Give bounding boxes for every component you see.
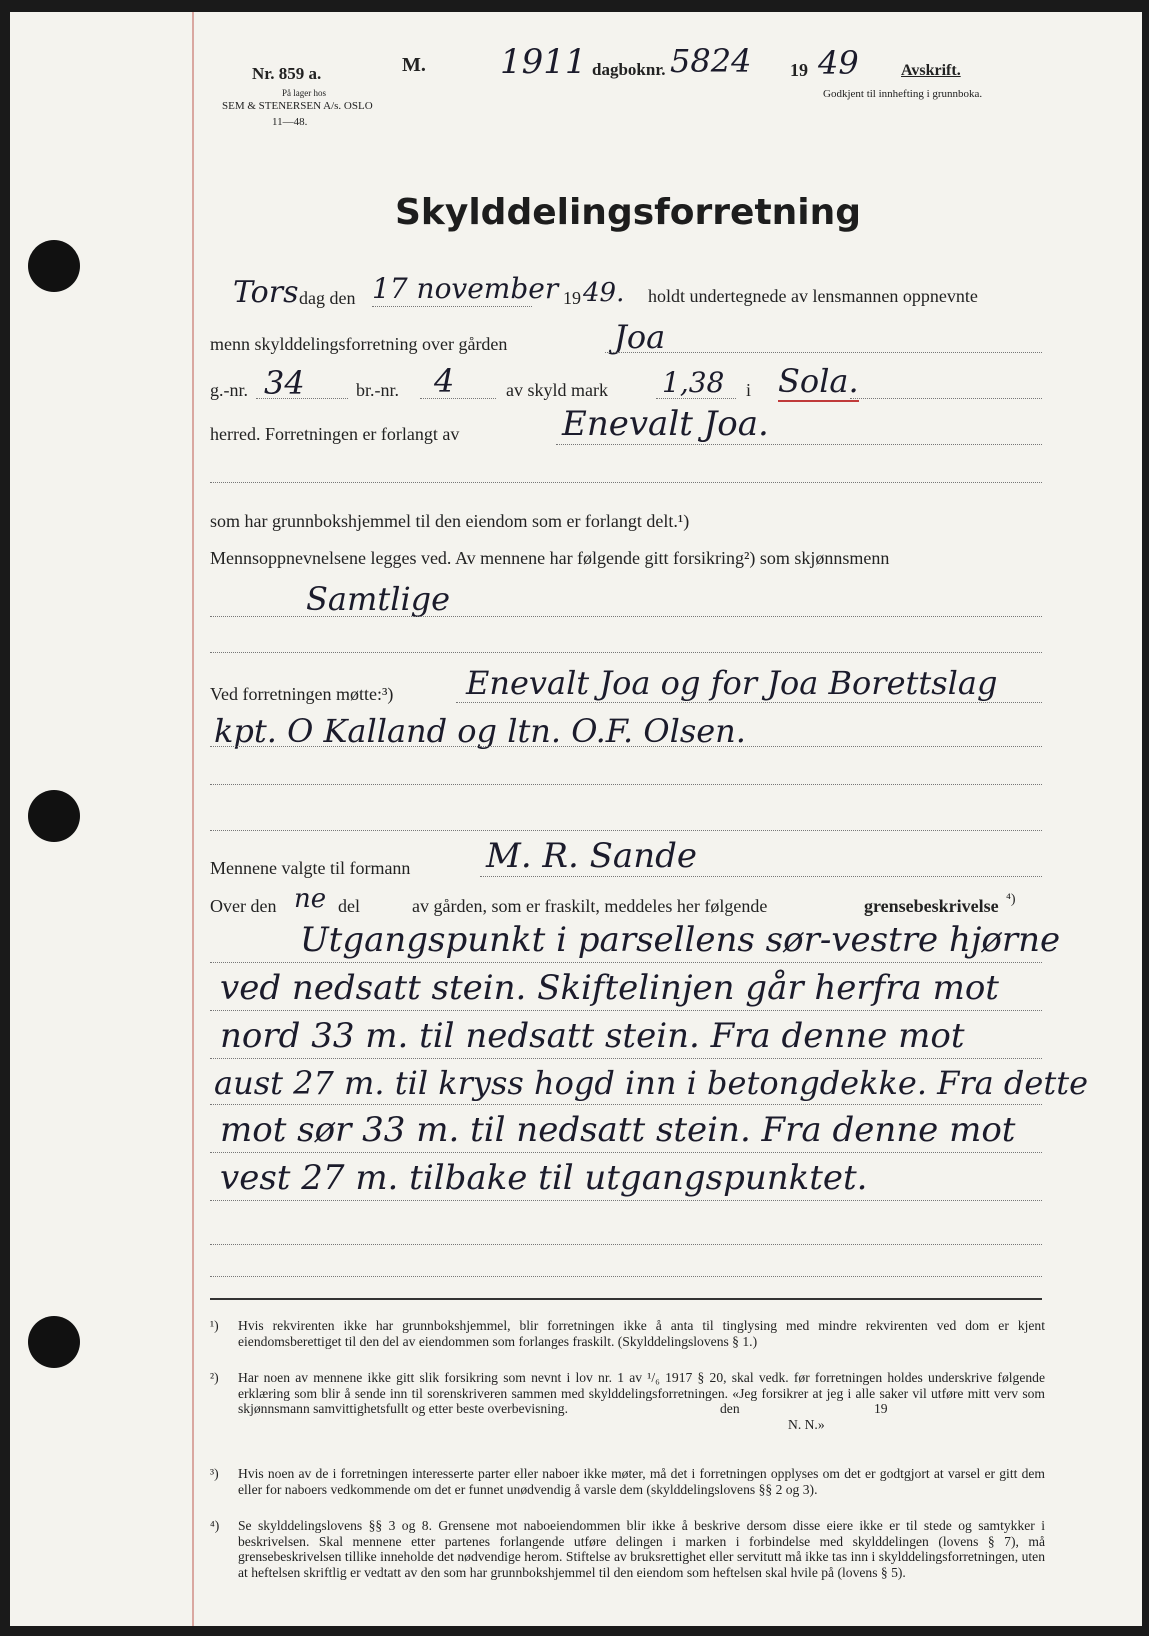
hjemmel-text: som har grunnbokshjemmel til den eiendom som er forlangt delt.¹) xyxy=(210,511,690,531)
entry-number: 1911 xyxy=(500,42,587,82)
year-prefix: 19 xyxy=(563,288,581,308)
blank-line xyxy=(210,482,1042,483)
footnote-text: Se skylddelingslovens §§ 3 og 8. Grensene mot naboeiendommen blir ikke å beskrive dersom disse eiere ikke er til stede og samtykker i beskrivelsen. Skal mennene etter partenes forlangende utføre delingen i marken i forbindelse med skylddelingen (lovens § 7), må grensebeskrivelsen tillike inneholde det nødvendige herom. Stiftelse av bruksrettighet eller servitutt må ikke tas inn i skylddelingsforretningen, uten at heftelsen skriftlig er vedtatt av den som har grunnbokshjemmel til den eiendom som heftelsen skal hvile på (lovens § 5). xyxy=(238,1518,1045,1580)
printer-line: SEM & STENERSEN A/s. OSLO xyxy=(222,100,373,112)
line2-text: menn skylddelingsforretning over gården xyxy=(210,334,508,354)
motte-hand: kpt. O Kalland og ltn. O.F. Olsen. xyxy=(214,712,746,750)
punch-hole xyxy=(28,1316,80,1368)
menn-text: Mennsoppnevnelsene legges ved. Av mennene har følgende gitt forsikring²) som skjønnsmenn xyxy=(210,548,890,568)
footnote-text: Hvis noen av de i forretningen interesserte parter eller naboer ikke møter, må det i forretningen opplyses om det er godtgjort at varsel er gitt dem eller for naboers vedkommende om det er funnet unødvendig å varsle dem (skylddelingslovens §§ 2 og 3). xyxy=(238,1466,1045,1497)
motte-line xyxy=(456,702,1042,703)
herred-text: herred. Forretningen er forlangt av xyxy=(210,424,460,444)
blank-line xyxy=(210,830,1042,831)
form-number: Nr. 859 a. xyxy=(252,64,322,83)
printer-line: 11—48. xyxy=(272,116,308,128)
desc-rule xyxy=(210,962,1042,963)
gnr-label: g.-nr. xyxy=(210,380,248,400)
brnr-label: br.-nr. xyxy=(356,380,399,400)
motte-hand: Enevalt Joa og for Joa Borettslag xyxy=(466,664,998,702)
boundary-line: ved nedsatt stein. Skiftelinjen går herfra mot xyxy=(220,968,999,1008)
over-den-label: Over den xyxy=(210,896,277,916)
boundary-line: Utgangspunkt i parsellens sør-vestre hjørne xyxy=(300,920,1061,960)
date-hand: 17 november xyxy=(372,272,559,305)
desc-rule xyxy=(210,1152,1042,1153)
footnote-nn: N. N.» xyxy=(788,1416,825,1432)
skyld-hand: 1,38 xyxy=(662,366,725,399)
grense-sup: ⁴) xyxy=(1006,892,1016,907)
footnote-den: den xyxy=(720,1400,740,1416)
boundary-line: nord 33 m. til nedsatt stein. Fra denne mot xyxy=(220,1016,965,1056)
footnote-1 xyxy=(210,1318,1045,1349)
blank-line xyxy=(210,784,1042,785)
stamp-marker: M. xyxy=(402,54,426,76)
requester-hand: Enevalt Joa. xyxy=(562,404,769,444)
blank-line xyxy=(210,1276,1042,1277)
line1-text: holdt undertegnede av lensmannen oppnevnte xyxy=(648,286,978,306)
desc-rule xyxy=(210,1104,1042,1105)
motte-label: Ved forretningen møtte:³) xyxy=(210,684,394,704)
punch-hole xyxy=(28,240,80,292)
brnr-hand: 4 xyxy=(434,362,455,400)
year-hand: 49. xyxy=(583,278,625,308)
municipality-line xyxy=(850,398,1042,399)
forsikring-line xyxy=(210,616,1042,617)
desc-rule xyxy=(210,1058,1042,1059)
gnr-hand: 34 xyxy=(264,364,305,402)
boundary-line: mot sør 33 m. til nedsatt stein. Fra denne mot xyxy=(220,1110,1016,1150)
over-den-hand: ne xyxy=(294,884,327,914)
requester-line xyxy=(556,444,1042,445)
blank-line xyxy=(210,1244,1042,1245)
desc-rule xyxy=(210,1200,1042,1201)
year-hand: 49 xyxy=(818,44,859,82)
boundary-line: vest 27 m. tilbake til utgangspunktet. xyxy=(220,1158,868,1198)
footnote-num: ¹) xyxy=(210,1318,219,1333)
motte-line xyxy=(210,746,1042,747)
desc-rule xyxy=(210,1010,1042,1011)
weekday-hand: Tors xyxy=(233,275,299,310)
footnote-2 xyxy=(210,1370,1045,1433)
i-label: i xyxy=(746,380,752,400)
avskrift-label: Avskrift. xyxy=(901,62,961,79)
formann-hand: M. R. Sande xyxy=(486,836,697,876)
blank-line xyxy=(210,652,1042,653)
brnr-line xyxy=(420,398,496,399)
boundary-line: aust 27 m. til kryss hogd inn i betongdekke. Fra dette xyxy=(214,1064,1088,1102)
footnote-num: ²) xyxy=(210,1370,219,1385)
gnr-line xyxy=(256,398,348,399)
footnote-num: ³) xyxy=(210,1466,219,1481)
date-line xyxy=(372,306,532,307)
page-title: Skylddelingsforretning xyxy=(395,192,862,233)
punch-hole xyxy=(28,790,80,842)
farm-line xyxy=(605,352,1042,353)
skyld-label: av skyld mark xyxy=(506,380,608,400)
municipality-hand: Sola. xyxy=(778,362,859,400)
printer-line: På lager hos xyxy=(282,88,326,98)
footnote-text: Hvis rekvirenten ikke har grunnbokshjemmel, blir forretningen ikke å anta til tinglysing med mindre rekvirenten ved dom er kjent eiendomsberettiget til den del av eiendommen som forlanges fraskilt. (Skylddelingslovens § 1.) xyxy=(238,1318,1045,1349)
footnote-num: ⁴) xyxy=(210,1518,220,1533)
formann-label: Mennene valgte til formann xyxy=(210,858,411,878)
del-label: del xyxy=(338,896,360,916)
dagbok-number: 5824 xyxy=(670,42,752,80)
footnote-signature-row xyxy=(210,1400,1045,1433)
footnote-4 xyxy=(210,1518,1045,1580)
margin-rule xyxy=(192,12,194,1626)
formann-line xyxy=(480,876,1042,877)
footnote-3 xyxy=(210,1466,1045,1497)
footnote-year: 19 xyxy=(874,1400,888,1416)
over-den-text: av gården, som er fraskilt, meddeles her følgende xyxy=(412,896,768,916)
year-prefix: 19 xyxy=(790,60,808,80)
farm-name-hand: Joa xyxy=(614,318,666,356)
skyld-line xyxy=(656,398,736,399)
grense-label: grensebeskrivelse xyxy=(864,896,999,916)
dagbok-label: dagboknr. xyxy=(592,60,666,79)
dag-den-label: dag den xyxy=(299,288,356,308)
footnote-divider xyxy=(210,1298,1042,1300)
forsikring-hand: Samtlige xyxy=(306,580,451,618)
approval-note: Godkjent til innhefting i grunnboka. xyxy=(823,88,983,100)
footnote-text: Har noen av mennene ikke gitt slik forsikring som nevnt i lov nr. 1 av ¹/₆ 1917 § 20, skal vedk. før forretningen holdes underskrive følgende erklæring som blir å sende inn til sorenskriveren sammen med skylddelingsforretningen. «Jeg forsikrer at jeg i alle saker vil utføre mitt verv som skjønnsmann samvittighetsfullt og etter beste overbevisning. xyxy=(238,1370,1045,1416)
